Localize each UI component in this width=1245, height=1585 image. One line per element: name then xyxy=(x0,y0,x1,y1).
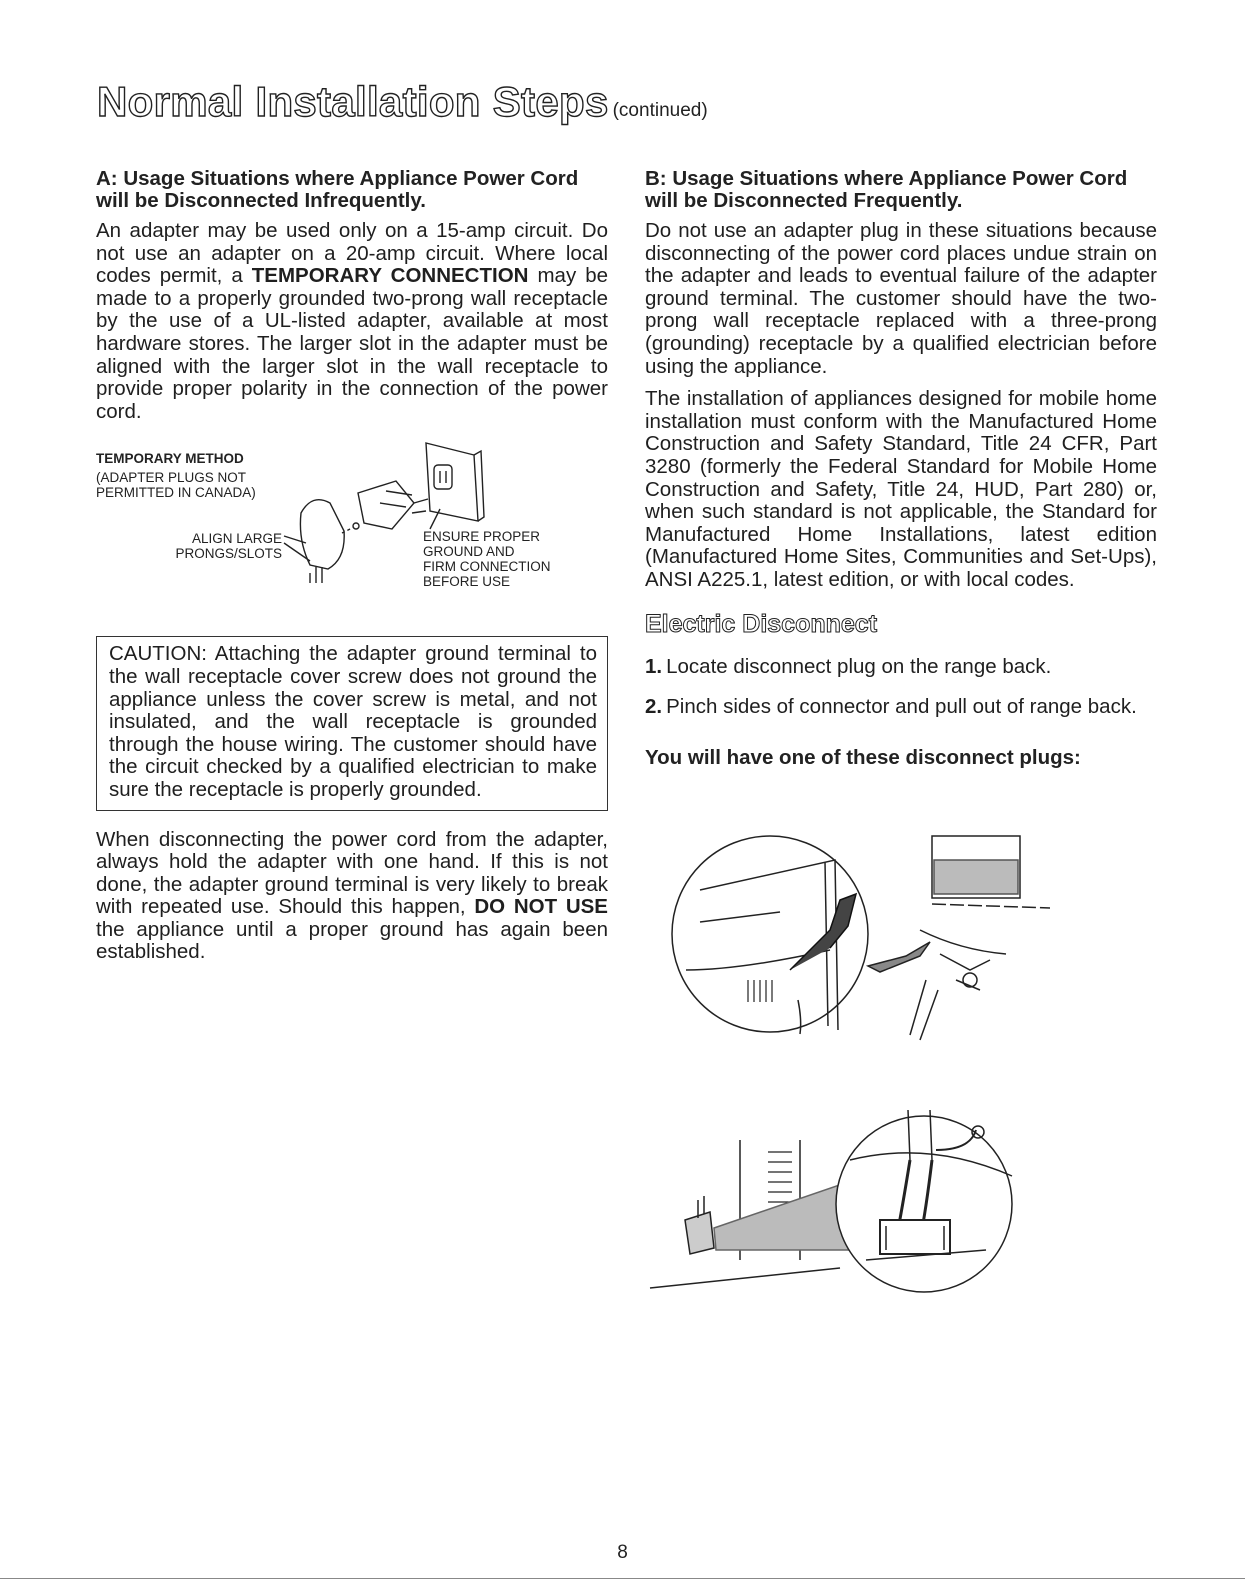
step-item: 2. Pinch sides of connector and pull out of range back. xyxy=(645,694,1137,718)
section-a xyxy=(96,168,608,974)
section-b-heading: B: Usage Situations where Appliance Power Cord will be Disconnected Frequently. xyxy=(645,167,1128,212)
figure-label-ensure: ENSURE PROPER GROUND AND FIRM CONNECTION BEFORE USE xyxy=(423,529,551,590)
section-a-paragraph: An adapter may be used only on a 15-amp circuit. Do not use an adapter on a 20-amp circuit. Where local codes permit, a TEMPORARY CONNECTION may be made to a properly grounded two-prong wall receptacle by the use of a UL-listed adapter, available at most hardware stores. The larger slot in the adapter must be aligned with the larger slot in the wall receptacle to provide proper polarity in the connection of the power cord. xyxy=(96,219,608,423)
disconnect-steps xyxy=(645,655,1157,718)
section-a-heading: A: Usage Situations where Appliance Power Cord will be Disconnected Infrequently. xyxy=(96,167,579,212)
section-a-paragraph-2: When disconnecting the power cord from the adapter, always hold the adapter with one hand. If this is not done, the adapter ground terminal is very likely to break with repeated use. Should this happen, DO NOT USE the appliance until a proper ground has again been established. xyxy=(96,827,608,964)
section-b-paragraph-2: The installation of appliances designed for mobile home installation must conform with the Manufactured Home Construction and Safety Standard, Title 24 CFR, Part 3280 (formerly the Federal Standard for Mobile Home Construction and Safety, Title 24, HUD, Part 280) or, when such standard is not applicable, the Standard for Manufactured Home Installations, latest edition (Manufactured Home Sites, Communities and Set-Ups), ANSI A225.1, latest edition, or with local codes. xyxy=(645,387,1157,591)
disconnect-plug-illustration-2 xyxy=(640,1100,1040,1310)
adapter-figure xyxy=(96,433,608,618)
section-b xyxy=(645,168,1157,770)
plugs-heading: You will have one of these disconnect plugs: xyxy=(645,745,1081,769)
bottom-rule xyxy=(0,1578,1245,1579)
section-b-paragraph-1: Do not use an adapter plug in these situations because disconnecting of the power cord places undue strain on the adapter and leads to eventual failure of the adapter ground terminal. The customer should have the two-prong wall receptacle replaced with a three-prong (grounding) receptacle by a qualified electrician before using the appliance. xyxy=(645,219,1157,378)
caution-text: CAUTION: Attaching the adapter ground terminal to the wall receptacle cover screw does not ground the appliance unless the cover screw is metal, and not insulated, and the wall receptacle is grounded through the house wiring. The customer should have the circuit checked by a qualified electrician to make sure the receptacle is properly grounded. xyxy=(109,642,597,801)
electric-disconnect-heading: Electric Disconnect xyxy=(645,609,878,638)
page-number: 8 xyxy=(617,1542,628,1563)
continued-label: (continued) xyxy=(612,100,708,121)
figure-label-note: (ADAPTER PLUGS NOT PERMITTED IN CANADA) xyxy=(96,470,256,501)
figure-label-align: ALIGN LARGE PRONGS/SLOTS xyxy=(175,531,282,562)
step-item: 1. Locate disconnect plug on the range back. xyxy=(645,654,1052,678)
adapter-illustration xyxy=(96,433,608,618)
disconnect-plug-illustration-1 xyxy=(670,830,1070,1050)
caution-box xyxy=(96,636,608,810)
figure-label-method: TEMPORARY METHOD xyxy=(96,451,244,467)
page-title: Normal Installation Steps (continued) xyxy=(97,78,708,125)
